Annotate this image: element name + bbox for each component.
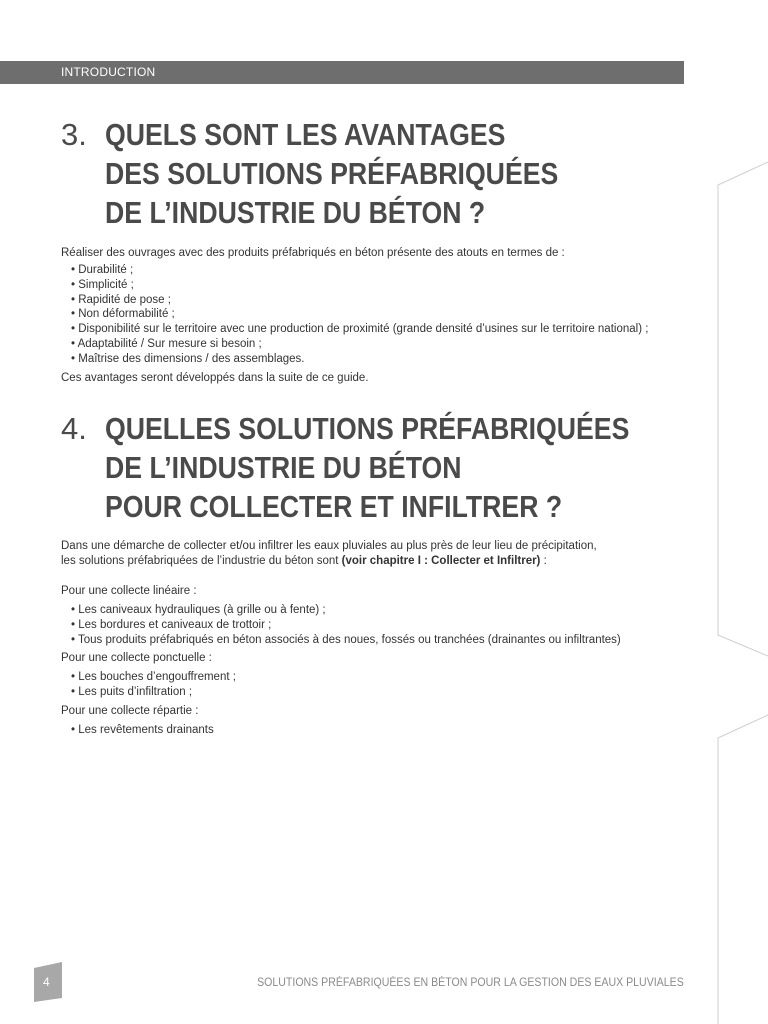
group-label-repartie: Pour une collecte répartie :	[61, 704, 199, 717]
list-item: • Les puits d’infiltration ;	[71, 685, 691, 700]
section-3-intro: Réaliser des ouvrages avec des produits préfabriqués en béton présente des atouts en termes de :	[61, 247, 565, 259]
list-item: • Rapidité de pose ;	[71, 293, 691, 308]
section-3-heading	[61, 115, 691, 232]
section-4-heading	[61, 409, 691, 526]
chapter-reference: (voir chapitre I : Collecter et Infiltrer)	[341, 555, 541, 567]
decorative-page-edge-lines	[714, 150, 768, 1024]
list-item: • Les caniveaux hydrauliques (à grille ou à fente) ;	[71, 603, 691, 618]
section-header-bar	[0, 61, 684, 84]
footer-title: SOLUTIONS PRÉFABRIQUÉES EN BÉTON POUR LA GESTION DES EAUX PLUVIALES	[257, 977, 684, 989]
intro-text-end: :	[540, 555, 547, 567]
section-4-title-line: QUELLES SOLUTIONS PRÉFABRIQUÉES	[105, 411, 630, 446]
list-item: • Les bordures et caniveaux de trottoir ;	[71, 618, 691, 633]
list-item: • Maîtrise des dimensions / des assemblages.	[71, 352, 691, 367]
group-label-lineaire: Pour une collecte linéaire :	[61, 585, 197, 597]
section-4-title-line: POUR COLLECTER ET INFILTRER ?	[105, 489, 563, 524]
section-3-title-line: DES SOLUTIONS PRÉFABRIQUÉES	[105, 156, 559, 191]
list-item: • Durabilité ;	[71, 263, 691, 278]
section-4-title	[105, 409, 629, 526]
section-4-intro-line-1: Dans une démarche de collecter et/ou infiltrer les eaux pluviales au plus près de leur lieu de précipitation,	[61, 540, 597, 552]
group-list-ponctuelle	[61, 670, 691, 700]
list-item: • Disponibilité sur le territoire avec une production de proximité (grande densité d’usines sur le territoire national) ;	[71, 322, 691, 337]
section-3-number: 3.	[61, 117, 87, 152]
list-item: • Les revêtements drainants	[71, 723, 691, 738]
group-list-repartie	[61, 723, 691, 738]
section-4-number: 4.	[61, 411, 87, 446]
list-item: • Non déformabilité ;	[71, 307, 691, 322]
section-3-title-line: QUELS SONT LES AVANTAGES	[105, 117, 506, 152]
section-4-title-line: DE L’INDUSTRIE DU BÉTON	[105, 450, 462, 485]
list-item: • Simplicité ;	[71, 278, 691, 293]
section-3-title-line: DE L’INDUSTRIE DU BÉTON ?	[105, 195, 486, 230]
group-label-ponctuelle: Pour une collecte ponctuelle :	[61, 652, 212, 665]
section-4	[61, 409, 691, 738]
section-4-intro-line-2	[61, 554, 691, 569]
list-item: • Adaptabilité / Sur mesure si besoin ;	[71, 337, 691, 352]
section-3	[61, 115, 691, 386]
list-item: • Les bouches d’engouffrement ;	[71, 670, 691, 685]
list-item: • Tous produits préfabriqués en béton associés à des noues, fossés ou tranchées (drainantes ou infiltrantes)	[71, 633, 691, 648]
section-3-outro: Ces avantages seront développés dans la suite de ce guide.	[61, 371, 369, 384]
intro-text: les solutions préfabriquées de l’industrie du béton sont	[61, 555, 342, 567]
page-number: 4	[43, 975, 50, 989]
section-3-title	[105, 115, 558, 232]
group-list-lineaire	[61, 603, 691, 647]
section-3-advantages-list	[61, 263, 691, 367]
section-header-label: INTRODUCTION	[61, 65, 156, 79]
